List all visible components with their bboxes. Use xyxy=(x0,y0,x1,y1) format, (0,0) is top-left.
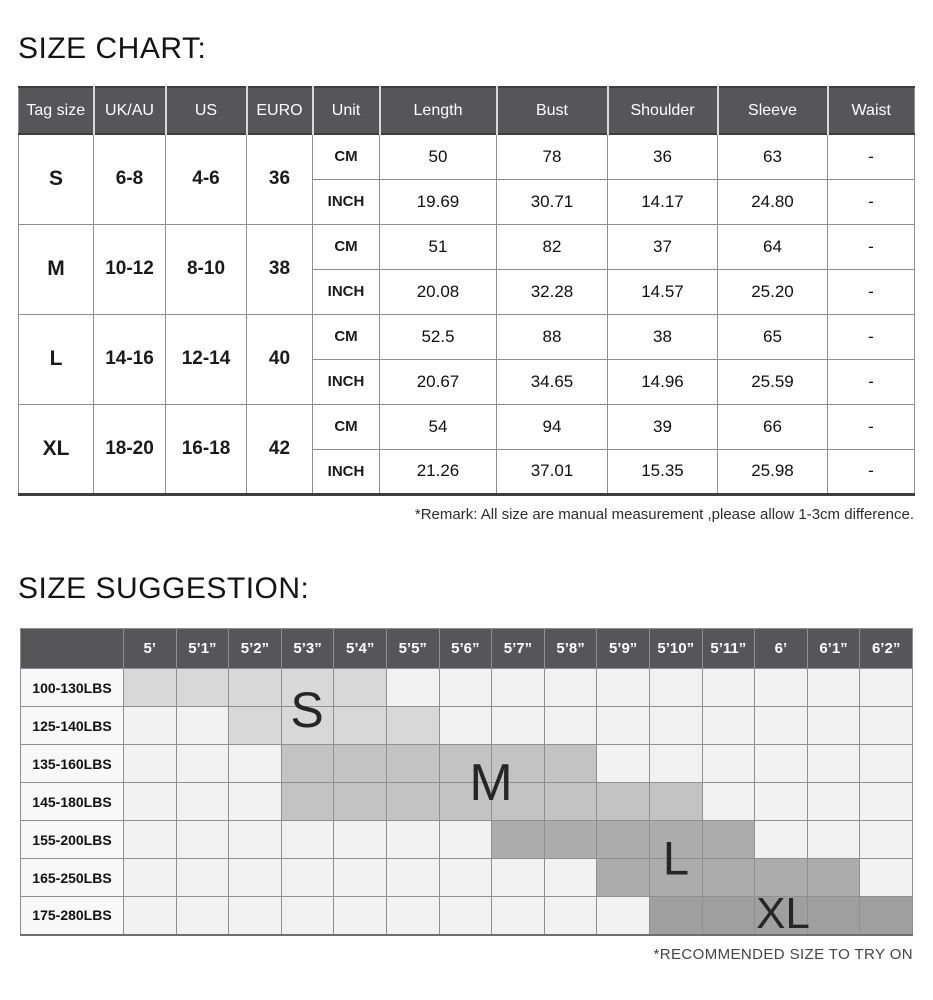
suggestion-cell xyxy=(755,821,808,859)
euro-cell: 36 xyxy=(247,134,313,224)
measurement-remark: *Remark: All size are manual measurement ,please allow 1-3cm difference. xyxy=(414,506,914,523)
suggestion-cell-l xyxy=(702,821,755,859)
measurement-cell: 14.96 xyxy=(608,359,718,404)
measurement-cell: 25.98 xyxy=(718,449,828,494)
suggestion-cell xyxy=(649,669,702,707)
measurement-cell: 38 xyxy=(608,314,718,359)
suggestion-cell-s xyxy=(229,669,282,707)
suggestion-cell-l xyxy=(544,821,597,859)
weight-label-cell: 145-180LBS xyxy=(21,783,124,821)
column-header-sleeve: Sleeve xyxy=(718,87,828,134)
measurement-cell: 88 xyxy=(497,314,608,359)
suggestion-cell xyxy=(229,783,282,821)
weight-row-145-180lbs xyxy=(21,783,913,821)
tag-size-cell: XL xyxy=(19,404,94,494)
suggestion-cell xyxy=(597,707,650,745)
uk-au-cell: 18-20 xyxy=(94,404,166,494)
tag-size-cell: S xyxy=(19,134,94,224)
weight-label-cell: 165-250LBS xyxy=(21,859,124,897)
suggestion-cell xyxy=(281,897,334,935)
measurement-cell: 19.69 xyxy=(380,179,497,224)
measurement-cell: 20.67 xyxy=(380,359,497,404)
suggestion-cell xyxy=(124,859,177,897)
measurement-cell: 32.28 xyxy=(497,269,608,314)
unit-cell-cm: CM xyxy=(313,224,380,269)
size-region-label-s: S xyxy=(290,682,324,738)
column-header-shoulder: Shoulder xyxy=(608,87,718,134)
column-header-uk-au: UK/AU xyxy=(94,87,166,134)
measurement-cell: 25.20 xyxy=(718,269,828,314)
size-region-label-m: M xyxy=(469,754,513,812)
suggestion-cell xyxy=(176,821,229,859)
height-header-cell: 5’2” xyxy=(229,629,282,669)
euro-cell: 38 xyxy=(247,224,313,314)
suggestion-cell xyxy=(124,821,177,859)
suggestion-cell xyxy=(597,669,650,707)
suggestion-cell xyxy=(334,859,387,897)
suggestion-cell xyxy=(860,859,913,897)
suggestion-cell xyxy=(755,669,808,707)
suggestion-cell-l xyxy=(807,859,860,897)
suggestion-cell xyxy=(860,783,913,821)
height-header-cell: 5’3” xyxy=(281,629,334,669)
suggestion-cell xyxy=(439,669,492,707)
measurement-cell: 54 xyxy=(380,404,497,449)
suggestion-cell-l xyxy=(597,821,650,859)
height-header-cell: 5’5” xyxy=(386,629,439,669)
measurement-cell: - xyxy=(828,449,915,494)
suggestion-cell-l xyxy=(702,859,755,897)
suggestion-cell xyxy=(544,707,597,745)
size-suggestion-title: SIZE SUGGESTION: xyxy=(18,572,310,605)
height-header-cell: 5’10” xyxy=(649,629,702,669)
measurement-cell: 94 xyxy=(497,404,608,449)
suggestion-cell xyxy=(176,897,229,935)
unit-cell-inch: INCH xyxy=(313,449,380,494)
column-header-bust: Bust xyxy=(497,87,608,134)
unit-cell-inch: INCH xyxy=(313,269,380,314)
us-cell: 16-18 xyxy=(166,404,247,494)
suggestion-cell xyxy=(755,783,808,821)
us-cell: 12-14 xyxy=(166,314,247,404)
suggestion-cell xyxy=(807,669,860,707)
suggestion-cell-m xyxy=(386,783,439,821)
measurement-cell: 14.57 xyxy=(608,269,718,314)
suggestion-cell xyxy=(334,897,387,935)
suggestion-cell xyxy=(702,745,755,783)
suggestion-cell xyxy=(439,897,492,935)
height-header-cell: 5’11” xyxy=(702,629,755,669)
suggestion-cell xyxy=(439,859,492,897)
size-row-l-cm xyxy=(19,314,915,359)
height-header-cell: 5’7” xyxy=(492,629,545,669)
suggestion-cell xyxy=(124,783,177,821)
measurement-cell: - xyxy=(828,179,915,224)
suggestion-cell xyxy=(229,821,282,859)
weight-label-cell: 100-130LBS xyxy=(21,669,124,707)
weight-label-cell: 135-160LBS xyxy=(21,745,124,783)
suggestion-cell xyxy=(807,707,860,745)
suggestion-cell xyxy=(492,897,545,935)
suggestion-cell xyxy=(281,821,334,859)
size-region-label-l: L xyxy=(662,831,690,885)
measurement-cell: 30.71 xyxy=(497,179,608,224)
suggestion-cell xyxy=(807,783,860,821)
tag-size-cell: L xyxy=(19,314,94,404)
measurement-cell: - xyxy=(828,224,915,269)
tag-size-cell: M xyxy=(19,224,94,314)
height-header-row xyxy=(21,629,913,669)
measurement-cell: 63 xyxy=(718,134,828,179)
suggestion-cell-m xyxy=(281,745,334,783)
euro-cell: 42 xyxy=(247,404,313,494)
height-header-cell: 6’2” xyxy=(860,629,913,669)
suggestion-cell xyxy=(176,707,229,745)
suggestion-cell xyxy=(229,859,282,897)
measurement-cell: - xyxy=(828,404,915,449)
column-header-euro: EURO xyxy=(247,87,313,134)
corner-cell xyxy=(21,629,124,669)
measurement-cell: 20.08 xyxy=(380,269,497,314)
unit-cell-inch: INCH xyxy=(313,179,380,224)
weight-row-125-140lbs xyxy=(21,707,913,745)
suggestion-cell xyxy=(807,821,860,859)
weight-row-100-130lbs xyxy=(21,669,913,707)
measurement-cell: 14.17 xyxy=(608,179,718,224)
suggestion-cell xyxy=(176,745,229,783)
suggestion-cell-m xyxy=(649,783,702,821)
suggestion-cell xyxy=(229,897,282,935)
suggestion-cell xyxy=(649,745,702,783)
suggestion-cell xyxy=(176,859,229,897)
us-cell: 4-6 xyxy=(166,134,247,224)
measurement-cell: 37.01 xyxy=(497,449,608,494)
height-header-cell: 5’9” xyxy=(597,629,650,669)
suggestion-cell xyxy=(124,897,177,935)
unit-cell-cm: CM xyxy=(313,134,380,179)
size-suggestion-table-wrap xyxy=(20,628,913,936)
suggestion-cell-xl xyxy=(702,897,755,935)
suggestion-cell xyxy=(176,783,229,821)
euro-cell: 40 xyxy=(247,314,313,404)
suggestion-cell-s xyxy=(229,707,282,745)
height-header-cell: 5’4” xyxy=(334,629,387,669)
suggestion-cell xyxy=(544,669,597,707)
suggestion-cell xyxy=(597,897,650,935)
suggestion-cell xyxy=(439,821,492,859)
size-region-label-xl: XL xyxy=(756,889,810,938)
suggestion-cell-m xyxy=(281,783,334,821)
height-header-cell: 5’ xyxy=(124,629,177,669)
suggestion-cell-l xyxy=(597,859,650,897)
measurement-cell: 37 xyxy=(608,224,718,269)
measurement-cell: 52.5 xyxy=(380,314,497,359)
suggestion-cell xyxy=(544,859,597,897)
size-chart-header-row xyxy=(19,87,915,134)
suggestion-cell-s xyxy=(176,669,229,707)
suggestion-cell xyxy=(702,783,755,821)
suggestion-cell xyxy=(702,669,755,707)
measurement-cell: 65 xyxy=(718,314,828,359)
suggestion-cell xyxy=(755,745,808,783)
us-cell: 8-10 xyxy=(166,224,247,314)
suggestion-cell-s xyxy=(334,669,387,707)
uk-au-cell: 14-16 xyxy=(94,314,166,404)
suggestion-cell xyxy=(492,707,545,745)
size-row-xl-cm xyxy=(19,404,915,449)
column-header-length: Length xyxy=(380,87,497,134)
unit-cell-inch: INCH xyxy=(313,359,380,404)
suggestion-cell-s xyxy=(124,669,177,707)
column-header-unit: Unit xyxy=(313,87,380,134)
measurement-cell: - xyxy=(828,269,915,314)
suggestion-cell-xl xyxy=(649,897,702,935)
suggestion-cell-m xyxy=(544,745,597,783)
suggestion-cell xyxy=(124,745,177,783)
size-row-m-cm xyxy=(19,224,915,269)
measurement-cell: 34.65 xyxy=(497,359,608,404)
suggestion-cell xyxy=(807,745,860,783)
suggestion-cell-m xyxy=(544,783,597,821)
suggestion-cell xyxy=(755,707,808,745)
measurement-cell: 21.26 xyxy=(380,449,497,494)
suggestion-cell-xl xyxy=(807,897,860,935)
suggestion-cell xyxy=(649,707,702,745)
uk-au-cell: 10-12 xyxy=(94,224,166,314)
suggestion-cell xyxy=(860,821,913,859)
suggestion-cell xyxy=(334,821,387,859)
size-chart-table xyxy=(18,86,915,496)
suggestion-cell-m xyxy=(597,783,650,821)
measurement-cell: 50 xyxy=(380,134,497,179)
suggestion-cell-s xyxy=(386,707,439,745)
suggestion-cell xyxy=(702,707,755,745)
size-row-s-cm xyxy=(19,134,915,179)
measurement-cell: 36 xyxy=(608,134,718,179)
measurement-cell: 39 xyxy=(608,404,718,449)
measurement-cell: - xyxy=(828,359,915,404)
column-header-tag-size: Tag size xyxy=(19,87,94,134)
column-header-us: US xyxy=(166,87,247,134)
suggestion-cell-m xyxy=(334,745,387,783)
suggestion-cell-s xyxy=(334,707,387,745)
size-chart-title: SIZE CHART: xyxy=(18,32,207,65)
suggestion-cell xyxy=(860,669,913,707)
column-header-waist: Waist xyxy=(828,87,915,134)
suggestion-cell-m xyxy=(386,745,439,783)
suggestion-cell xyxy=(492,669,545,707)
height-header-cell: 6’ xyxy=(755,629,808,669)
measurement-cell: 64 xyxy=(718,224,828,269)
recommended-size-note: *RECOMMENDED SIZE TO TRY ON xyxy=(653,946,913,963)
weight-row-155-200lbs xyxy=(21,821,913,859)
height-header-cell: 5’1” xyxy=(176,629,229,669)
measurement-cell: 25.59 xyxy=(718,359,828,404)
height-header-cell: 5’8” xyxy=(544,629,597,669)
suggestion-cell xyxy=(544,897,597,935)
uk-au-cell: 6-8 xyxy=(94,134,166,224)
suggestion-cell-l xyxy=(492,821,545,859)
suggestion-cell-xl xyxy=(860,897,913,935)
measurement-cell: 82 xyxy=(497,224,608,269)
weight-label-cell: 125-140LBS xyxy=(21,707,124,745)
measurement-cell: 15.35 xyxy=(608,449,718,494)
height-header-cell: 5’6” xyxy=(439,629,492,669)
unit-cell-cm: CM xyxy=(313,314,380,359)
measurement-cell: 24.80 xyxy=(718,179,828,224)
suggestion-cell xyxy=(860,707,913,745)
suggestion-cell xyxy=(439,707,492,745)
measurement-cell: 78 xyxy=(497,134,608,179)
suggestion-cell xyxy=(860,745,913,783)
suggestion-cell xyxy=(386,669,439,707)
unit-cell-cm: CM xyxy=(313,404,380,449)
suggestion-cell xyxy=(386,897,439,935)
suggestion-cell xyxy=(281,859,334,897)
suggestion-cell xyxy=(124,707,177,745)
suggestion-cell xyxy=(386,821,439,859)
weight-label-cell: 155-200LBS xyxy=(21,821,124,859)
measurement-cell: - xyxy=(828,134,915,179)
suggestion-cell xyxy=(492,859,545,897)
weight-row-135-160lbs xyxy=(21,745,913,783)
measurement-cell: 66 xyxy=(718,404,828,449)
suggestion-cell xyxy=(229,745,282,783)
suggestion-cell-m xyxy=(334,783,387,821)
suggestion-cell xyxy=(386,859,439,897)
measurement-cell: 51 xyxy=(380,224,497,269)
height-header-cell: 6’1” xyxy=(807,629,860,669)
suggestion-cell xyxy=(597,745,650,783)
measurement-cell: - xyxy=(828,314,915,359)
weight-label-cell: 175-280LBS xyxy=(21,897,124,935)
